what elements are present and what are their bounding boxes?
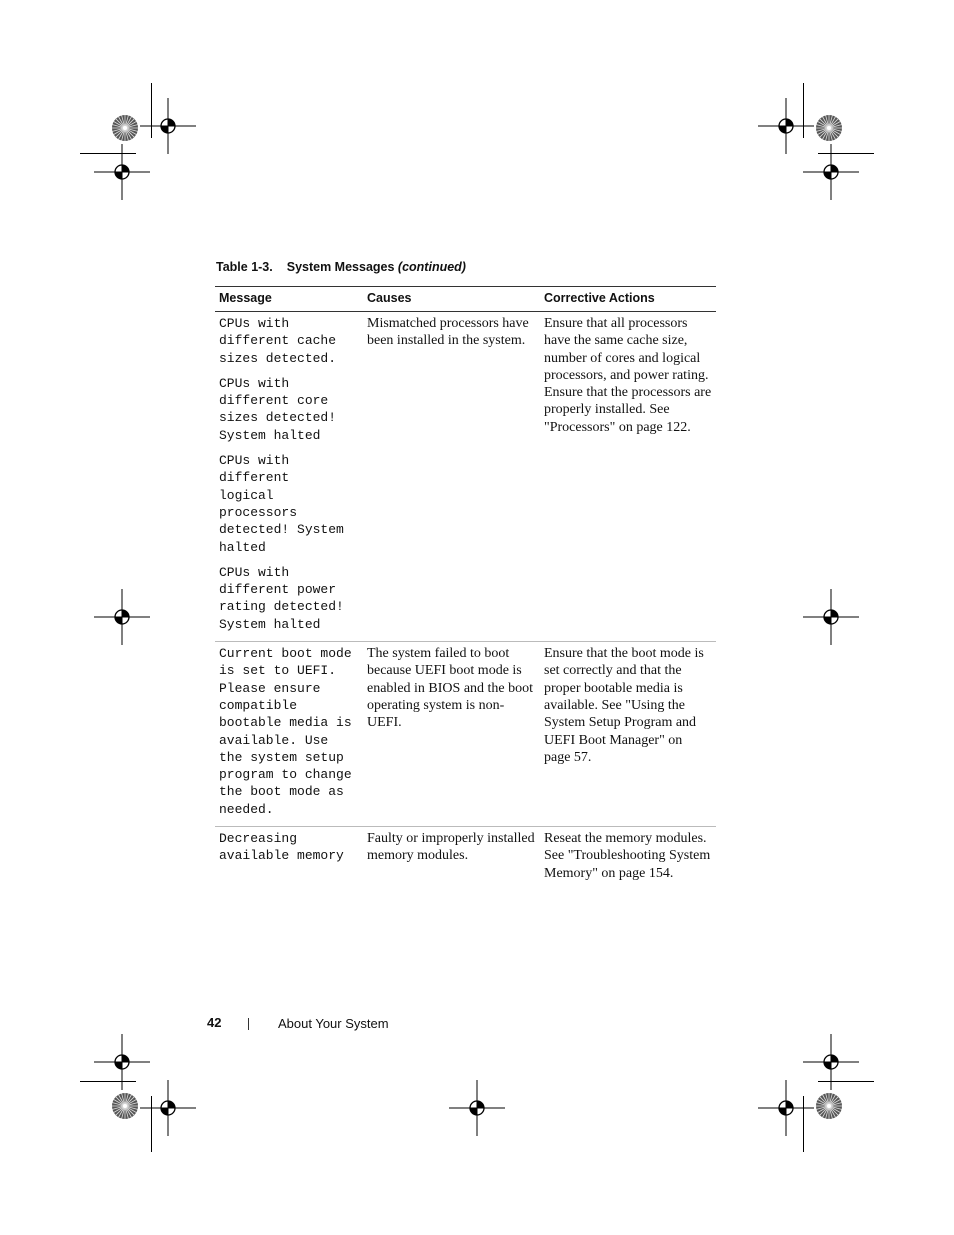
action-cell: Ensure that all processors have the same cache size, number of cores and logical processors, and power rating. Ensure that the processors are properly installed. See "Processors" on page 122. [540, 312, 716, 642]
message-text: CPUs with different power rating detected! System halted [219, 564, 344, 632]
crop-line [80, 153, 136, 154]
message-cell [215, 827, 363, 890]
starburst-mark-icon [110, 1091, 140, 1121]
crop-line [803, 1096, 804, 1152]
action-cell: Reseat the memory modules. See "Troubleshooting System Memory" on page 154. [544, 831, 711, 881]
crosshair-mark-icon [758, 1080, 814, 1136]
crop-line [803, 83, 804, 138]
table-caption [216, 260, 466, 274]
crop-line [818, 153, 874, 154]
message-text: Current boot mode is set to UEFI. Please ensure compatible bootable media is available. Use the system setup program to change the boot mode as needed. [219, 646, 352, 817]
crosshair-mark-icon [140, 1080, 196, 1136]
table-number: Table 1-3. [216, 260, 273, 274]
starburst-mark-icon [110, 113, 140, 143]
crop-line [80, 1081, 136, 1082]
header-corrective-actions: Corrective Actions [540, 287, 716, 312]
message-cell [215, 642, 363, 827]
page-number: 42 [207, 1015, 222, 1030]
cause-cell: Mismatched processors have been installed in the system. [363, 312, 540, 642]
table-row [215, 827, 716, 890]
system-messages-table [215, 286, 716, 890]
starburst-mark-icon [814, 113, 844, 143]
cause-cell: Faulty or improperly installed memory modules. [367, 831, 535, 864]
footer-separator [248, 1018, 249, 1030]
header-causes: Causes [363, 287, 540, 312]
starburst-mark-icon [814, 1091, 844, 1121]
header-message: Message [215, 287, 363, 312]
crop-line [151, 83, 152, 138]
table-row [215, 312, 716, 642]
table-header-row [215, 287, 716, 312]
cause-cell: The system failed to boot because UEFI boot mode is enabled in BIOS and the boot operating system is non-UEFI. [363, 642, 540, 827]
crosshair-mark-icon [449, 1080, 505, 1136]
message-text: CPUs with different cache sizes detected. [219, 316, 337, 366]
crop-line [151, 1096, 152, 1152]
crop-line [818, 1081, 874, 1082]
action-cell: Ensure that the boot mode is set correctly and that the proper bootable media is available. See "Using the System Setup Program and UEFI Boot Manager" on page 57. [540, 642, 716, 827]
crosshair-mark-icon [803, 589, 859, 645]
message-text: CPUs with different core sizes detected! System halted [219, 375, 337, 443]
table-continued-label: (continued) [397, 260, 466, 274]
message-text: CPUs with different logical processors detected! System halted [219, 453, 344, 555]
crosshair-mark-icon [94, 589, 150, 645]
table-row [215, 642, 716, 827]
message-text: Decreasing available memory [219, 831, 344, 864]
table-title: System Messages [286, 260, 395, 274]
message-cell [215, 312, 363, 642]
section-title: About Your System [278, 1016, 389, 1031]
